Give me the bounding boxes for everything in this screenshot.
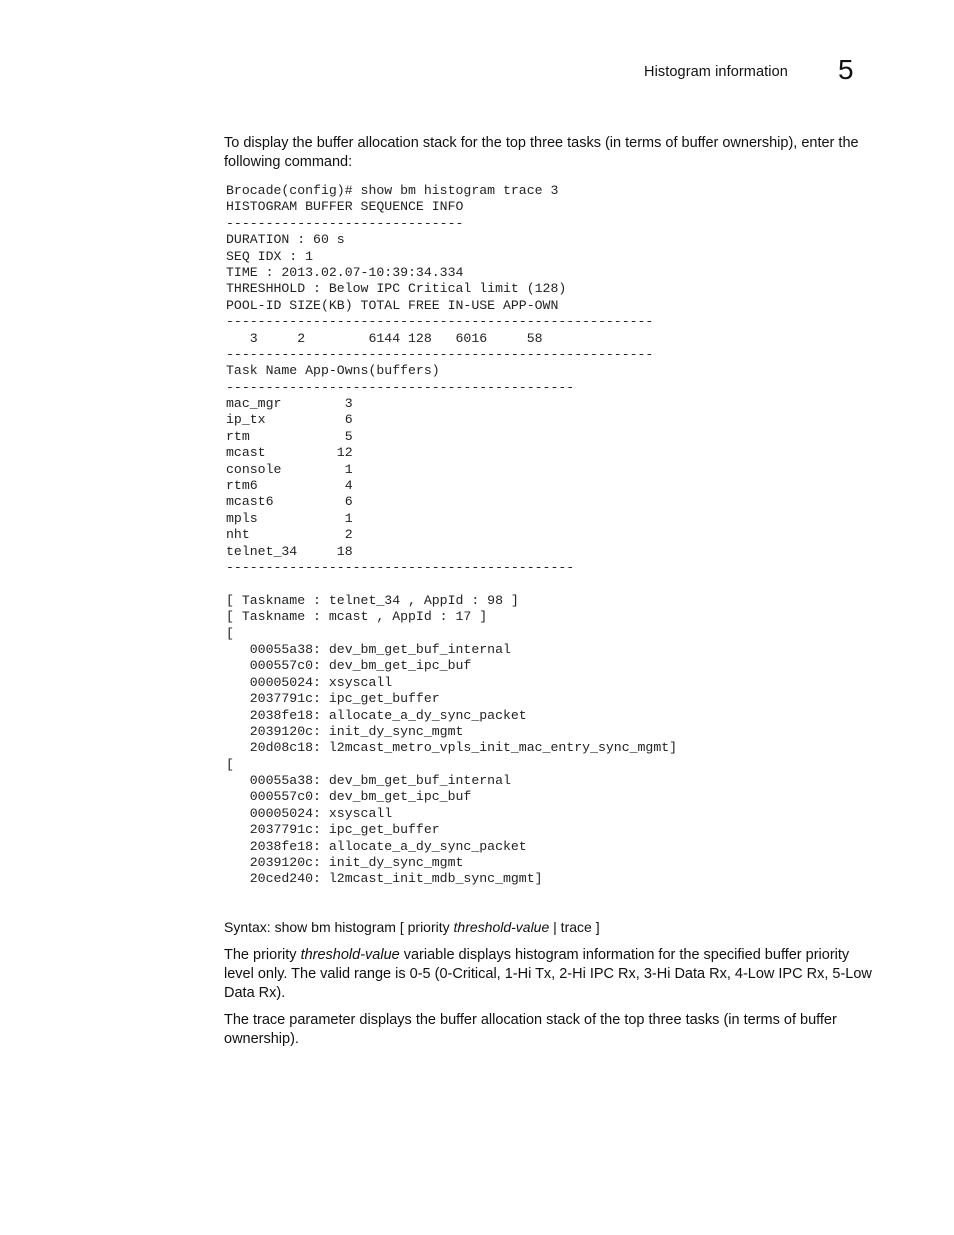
code-line: mpls 1	[226, 510, 353, 526]
code-line: 00055a38: dev_bm_get_buf_internal	[226, 773, 511, 789]
code-line: 2038fe18: allocate_a_dy_sync_packet	[226, 838, 527, 854]
para2-rest: parameter displays the buffer allocation stack of the top three tasks (in terms of buffer ownership).	[224, 1012, 837, 1047]
code-line: HISTOGRAM BUFFER SEQUENCE INFO	[226, 199, 464, 215]
code-line: 2038fe18: allocate_a_dy_sync_packet	[226, 707, 527, 723]
code-line	[226, 576, 677, 592]
code-line: ip_tx 6	[226, 412, 353, 428]
code-line: --------------------------------------------	[226, 379, 575, 395]
code-line: THRESHHOLD : Below IPC Critical limit (128)	[226, 281, 567, 297]
syntax-suffix: | trace ]	[549, 919, 600, 935]
code-line: 000557c0: dev_bm_get_ipc_buf	[226, 789, 472, 805]
code-line: 20ced240: l2mcast_init_mdb_sync_mgmt]	[226, 871, 543, 887]
syntax-param: threshold-value	[453, 919, 550, 935]
priority-description	[224, 946, 874, 1003]
code-line: [ Taskname : telnet_34 , AppId : 98 ]	[226, 592, 519, 608]
code-line: [	[226, 756, 234, 772]
code-line: Task Name App-Owns(buffers)	[226, 363, 440, 379]
code-line: ------------------------------	[226, 215, 464, 231]
code-line: 00005024: xsyscall	[226, 805, 393, 821]
code-line: 3 2 6144 128 6016 58	[226, 330, 543, 346]
command-output-block	[226, 183, 677, 888]
code-line: rtm6 4	[226, 478, 353, 494]
code-line: 00005024: xsyscall	[226, 674, 393, 690]
para2-keyword: trace	[253, 1012, 286, 1028]
code-line: telnet_34 18	[226, 543, 353, 559]
code-line: 2037791c: ipc_get_buffer	[226, 822, 440, 838]
intro-paragraph: To display the buffer allocation stack for the top three tasks (in terms of buffer ownership), enter the following command:	[224, 135, 859, 170]
code-line: TIME : 2013.02.07-10:39:34.334	[226, 264, 464, 280]
code-line: DURATION : 60 s	[226, 232, 345, 248]
code-line: 2037791c: ipc_get_buffer	[226, 691, 440, 707]
code-line: 2039120c: init_dy_sync_mgmt	[226, 855, 464, 871]
code-line: mac_mgr 3	[226, 396, 353, 412]
chapter-number: 5	[838, 54, 854, 85]
syntax-prefix: Syntax: show bm histogram [ priority	[224, 919, 454, 935]
code-line: mcast6 6	[226, 494, 353, 510]
code-line: 000557c0: dev_bm_get_ipc_buf	[226, 658, 472, 674]
code-line: POOL-ID SIZE(KB) TOTAL FREE IN-USE APP-OWN	[226, 297, 559, 313]
code-line: ------------------------------------------------------	[226, 346, 654, 362]
code-line: nht 2	[226, 527, 353, 543]
section-title: Histogram information	[644, 64, 788, 80]
para2-lead: The	[224, 1012, 254, 1028]
code-line: 20d08c18: l2mcast_metro_vpls_init_mac_entry_sync_mgmt]	[226, 740, 678, 756]
para1-keyword: priority	[253, 947, 297, 963]
syntax-line	[224, 919, 600, 935]
para1-lead: The	[224, 947, 254, 963]
trace-description	[224, 1011, 874, 1049]
para1-rest: variable displays histogram information for the specified buffer priority level only. The valid range is 0-5 (0-Critical, 1-Hi Tx, 2-Hi IPC Rx, 3-Hi Data Rx, 4-Low IPC Rx, 5-Low Data Rx).	[224, 947, 872, 1001]
code-line: 00055a38: dev_bm_get_buf_internal	[226, 641, 511, 657]
code-line: mcast 12	[226, 445, 353, 461]
code-line: [ Taskname : mcast , AppId : 17 ]	[226, 609, 488, 625]
code-line: ------------------------------------------------------	[226, 314, 654, 330]
code-line: console 1	[226, 461, 353, 477]
code-line: rtm 5	[226, 428, 353, 444]
code-line: Brocade(config)# show bm histogram trace 3	[226, 183, 559, 198]
code-line: --------------------------------------------	[226, 559, 575, 575]
code-line: [	[226, 625, 234, 641]
code-line: 2039120c: init_dy_sync_mgmt	[226, 723, 464, 739]
para1-param: threshold-value	[300, 947, 400, 963]
code-line: SEQ IDX : 1	[226, 248, 314, 264]
